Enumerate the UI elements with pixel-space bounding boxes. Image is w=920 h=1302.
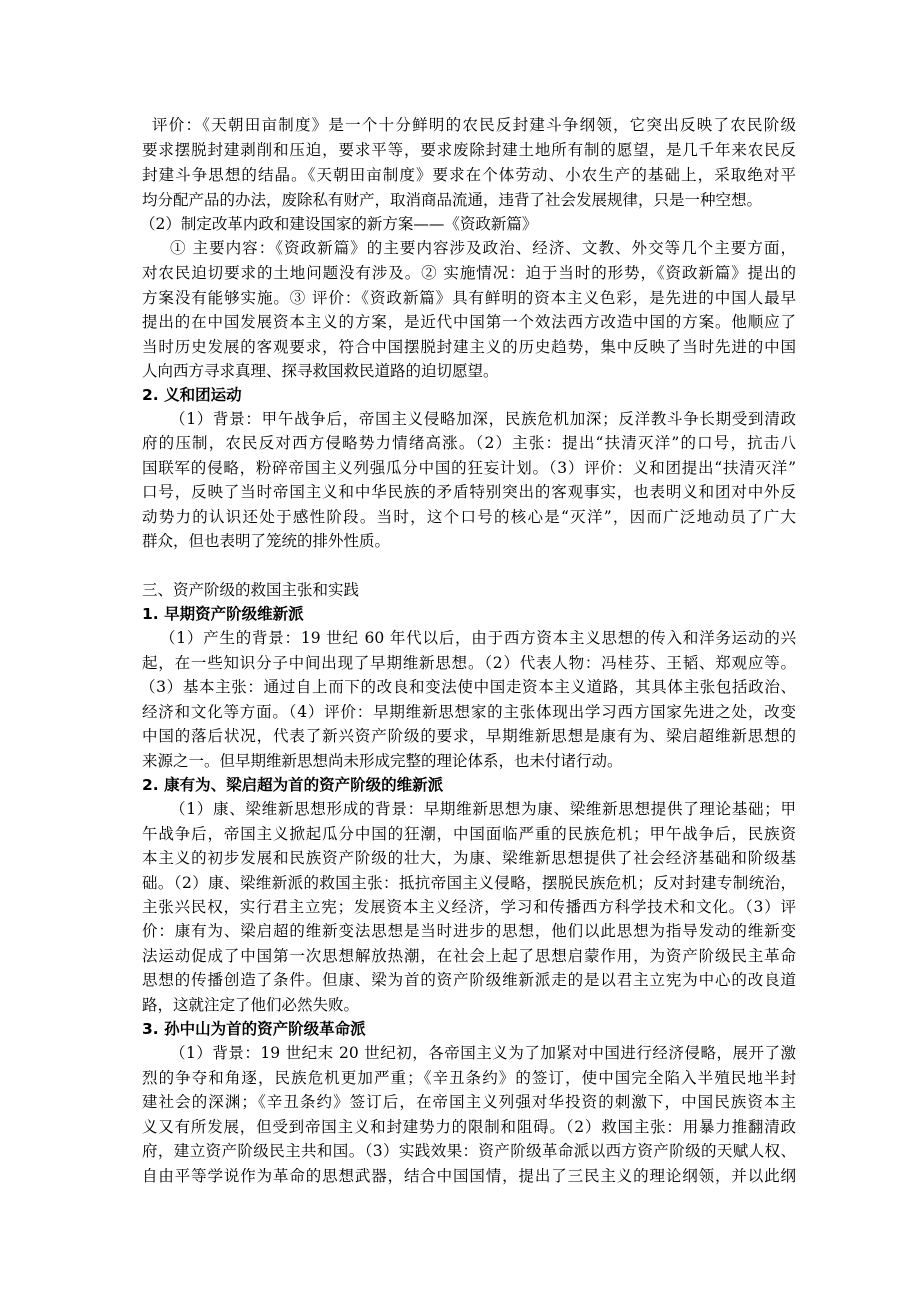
paragraph-line: 动势力的认识还处于感性阶段。当时，这个口号的核心是“灭洋”，因而广泛地动员了广大: [142, 508, 796, 526]
paragraph-line: 府的压制，农民反对西方侵略势力情绪高涨。（2）主张：提出“扶清灭洋”的口号，抗击八: [142, 434, 796, 452]
paragraph-line: 经济和文化等方面。（4）评价：早期维新思想家的主张体现出学习西方国家先进之处，改变: [142, 703, 796, 721]
paragraph-line: （1）背景：19 世纪末 20 世纪初，各帝国主义为了加紧对中国进行经济侵略，展开了激: [170, 1044, 796, 1062]
paragraph-line: 封建斗争思想的结晶。《天朝田亩制度》要求在个体劳动、小农生产的基础上，采取绝对平: [142, 166, 796, 184]
paragraph-line: （1）康、梁维新思想形成的背景：早期维新思想为康、梁维新思想提供了理论基础；甲: [170, 800, 796, 818]
section-heading: 1. 早期资产阶级维新派: [142, 605, 304, 623]
section-heading: 2. 康有为、梁启超为首的资产阶级的维新派: [142, 776, 444, 794]
paragraph-line: 均分配产品的办法，废除私有财产，取消商品流通，违背了社会发展规律，只是一种空想。: [142, 191, 763, 209]
paragraph-line: 烈的争夺和角逐，民族危机更加严重；《辛丑条约》的签订，使中国完全陷入半殖民地半封: [142, 1069, 796, 1087]
paragraph-line: 来源之一。但早期维新思想尚未形成完整的理论体系，也未付诸行动。: [142, 752, 623, 770]
paragraph-line: 法运动促成了中国第一次思想解放热潮，在社会上起了思想启蒙作用，为资产阶级民主革命: [142, 947, 796, 965]
paragraph-line: 方案没有能够实施。③ 评价：《资政新篇》具有鲜明的资本主义色彩，是先进的中国人最早: [142, 289, 796, 307]
paragraph-line: 本主义的初步发展和民族资产阶级的壮大，为康、梁维新思想提供了社会经济基础和阶级基: [142, 849, 796, 867]
paragraph-line: 主张兴民权，实行君主立宪；发展资本主义经济，学习和传播西方科学技术和文化。（3）评: [142, 898, 796, 916]
paragraph-line: 础。（2）康、梁维新派的救国主张：抵抗帝国主义侵略，摆脱民族危机；反对封建专制统治，: [142, 874, 796, 892]
paragraph-line: 当时历史发展的客观要求，符合中国摆脱封建主义的历史趋势，集中反映了当时先进的中国: [142, 338, 796, 356]
paragraph-line: 建社会的深渊；《辛丑条约》签订后，在帝国主义列强对华投资的刺激下，中国民族资本主: [142, 1093, 796, 1111]
chapter-heading: 三、资产阶级的救国主张和实践: [142, 581, 360, 599]
section-heading: 3. 孙中山为首的资产阶级革命派: [142, 1020, 366, 1038]
paragraph-line: 思想的传播创造了条件。但康、梁为首的资产阶级维新派走的是以君主立宪为中心的改良道: [142, 971, 796, 989]
paragraph-line: 自由平等学说作为革命的思想武器，结合中国国情，提出了三民主义的理论纲领，并以此纲: [142, 1167, 796, 1185]
paragraph-line: 路，这就注定了他们必然失败。: [142, 996, 360, 1014]
paragraph-line: 要求摆脱封建剥削和压迫，要求平等，要求废除封建土地所有制的愿望，是几千年来农民反: [142, 141, 796, 159]
paragraph-line: 中国的落后状况，代表了新兴资产阶级的要求，早期维新思想是康有为、梁启超维新思想的: [142, 727, 796, 745]
paragraph-line: 午战争后，帝国主义掀起瓜分中国的狂潮，中国面临严重的民族危机；甲午战争后，民族资: [142, 825, 796, 843]
paragraph-line: 群众，但也表明了笼统的排外性质。: [142, 532, 391, 550]
section-heading: 2. 义和团运动: [142, 386, 242, 404]
paragraph-line: 价：康有为、梁启超的维新变法思想是当时进步的思想，他们以此思想为指导发动的维新变: [142, 922, 796, 940]
paragraph-line: 口号，反映了当时帝国主义和中华民族的矛盾特别突出的客观事实，也表明义和团对中外反: [142, 483, 796, 501]
paragraph-line: 府，建立资产阶级民主共和国。（3）实践效果：资产阶级革命派以西方资产阶级的天赋人权、: [142, 1142, 796, 1160]
paragraph-line: （1）产生的背景：19 世纪 60 年代以后，由于西方资本主义思想的传入和洋务运动的兴: [160, 629, 796, 647]
paragraph-line: 人向西方寻求真理、探寻救国救民道路的迫切愿望。: [142, 362, 499, 380]
paragraph-line: （1）背景：甲午战争后，帝国主义侵略加深，民族危机加深；反洋教斗争长期受到清政: [170, 410, 796, 428]
paragraph-line: 对农民迫切要求的土地问题没有涉及。② 实施情况：迫于当时的形势，《资政新篇》提出的: [142, 264, 796, 282]
paragraph-line: ① 主要内容：《资政新篇》的主要内容涉及政治、经济、文教、外交等几个主要方面，: [170, 239, 796, 257]
paragraph-line: 义又有所发展，但受到帝国主义和封建势力的限制和阻碍。（2）救国主张：用暴力推翻清政: [142, 1118, 796, 1136]
subsection-heading: （2）制定改革内政和建设国家的新方案——《资政新篇》: [140, 215, 538, 233]
paragraph-line: 评价：《天朝田亩制度》是一个十分鲜明的农民反封建斗争纲领，它突出反映了农民阶级: [152, 116, 796, 134]
paragraph-line: 国联军的侵略，粉碎帝国主义列强瓜分中国的狂妄计划。（3）评价：义和团提出“扶清灭洋”: [142, 459, 796, 477]
paragraph-line: （3）基本主张：通过自上而下的改良和变法使中国走资本主义道路，其具体主张包括政治、: [140, 678, 796, 696]
paragraph-line: 起，在一些知识分子中间出现了早期维新思想。（2）代表人物：冯桂芬、王韬、郑观应等。: [142, 654, 796, 672]
paragraph-line: 提出的在中国发展资本主义的方案，是近代中国第一个效法西方改造中国的方案。他顺应了: [142, 313, 796, 331]
